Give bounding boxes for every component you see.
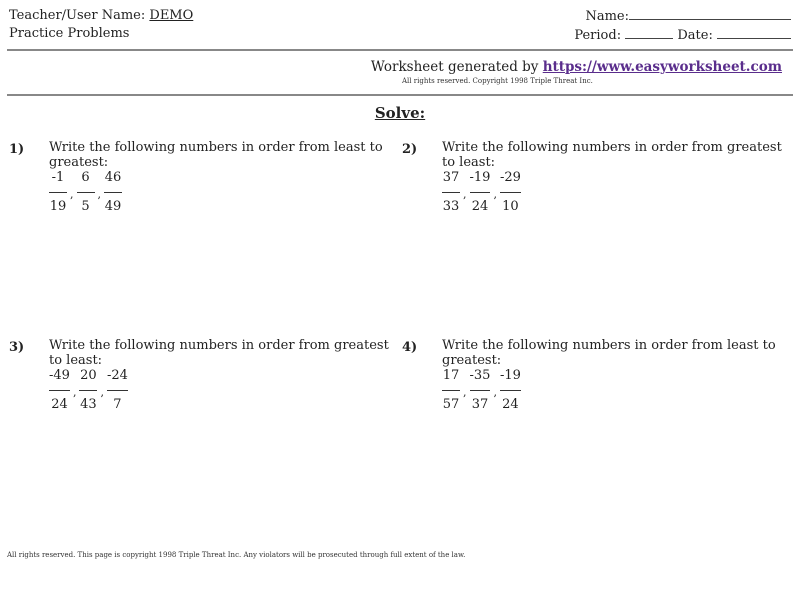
problem-text: Write the following numbers in order from greatest to least: xyxy=(442,140,782,170)
date-label: Date: xyxy=(677,28,713,43)
fraction-bar xyxy=(500,192,521,193)
fraction xyxy=(49,368,70,412)
fraction xyxy=(470,170,491,214)
fraction-bar xyxy=(107,390,128,391)
footer-copyright: All rights reserved. This page is copyright 1998 Triple Threat Inc. Any violators will be prosecuted through full extent of the law. xyxy=(7,551,466,559)
denominator: 33 xyxy=(442,199,460,214)
problem-number: 2) xyxy=(402,142,418,157)
separator: , xyxy=(493,187,497,201)
problem-number: 3) xyxy=(9,340,25,355)
problem-4 xyxy=(442,338,792,412)
fraction xyxy=(104,170,122,214)
fraction xyxy=(470,368,491,412)
fraction xyxy=(442,170,460,214)
problem-number: 1) xyxy=(9,142,25,157)
teacher-name: DEMO xyxy=(149,8,194,23)
period-date-line xyxy=(574,26,791,45)
fraction xyxy=(107,368,128,412)
divider-bottom xyxy=(7,94,793,96)
teacher-label: Teacher/User Name: xyxy=(9,8,146,23)
fraction-bar xyxy=(442,390,460,391)
fraction xyxy=(77,170,95,214)
fraction xyxy=(79,368,97,412)
numerator: 17 xyxy=(442,368,460,383)
denominator: 5 xyxy=(81,199,90,214)
numerator: -49 xyxy=(49,368,70,383)
fraction xyxy=(500,170,521,214)
worksheet-subtitle: Practice Problems xyxy=(9,26,130,41)
fraction-bar xyxy=(470,390,491,391)
fraction-bar xyxy=(442,192,460,193)
numerator: -1 xyxy=(51,170,65,185)
numerator: -29 xyxy=(499,170,521,185)
problem-1 xyxy=(49,140,399,214)
separator: , xyxy=(70,187,74,201)
denominator: 24 xyxy=(502,397,519,412)
numerator: 6 xyxy=(81,170,90,185)
denominator: 57 xyxy=(442,397,460,412)
separator: , xyxy=(493,385,497,399)
fraction xyxy=(500,368,521,412)
fraction-bar xyxy=(77,192,95,193)
generator-prefix: Worksheet generated by xyxy=(370,59,539,75)
separator: , xyxy=(463,187,467,201)
header-left xyxy=(9,7,193,43)
fraction xyxy=(49,170,67,214)
denominator: 24 xyxy=(51,397,68,412)
denominator: 49 xyxy=(104,199,122,214)
date-blank[interactable] xyxy=(717,26,791,39)
section-title: Solve: xyxy=(374,104,426,122)
fraction-bar xyxy=(500,390,521,391)
fraction-list xyxy=(49,170,399,214)
fraction-bar xyxy=(104,192,122,193)
numerator: 20 xyxy=(80,368,97,383)
numerator: -24 xyxy=(106,368,128,383)
numerator: -35 xyxy=(469,368,491,383)
fraction-bar xyxy=(49,390,70,391)
name-blank[interactable] xyxy=(629,7,791,20)
numerator: -19 xyxy=(469,170,491,185)
denominator: 24 xyxy=(471,199,489,214)
period-label: Period: xyxy=(574,28,622,43)
numerator: -19 xyxy=(499,368,521,383)
fraction-list xyxy=(49,368,399,412)
name-label: Name: xyxy=(585,9,629,24)
denominator: 10 xyxy=(502,199,519,214)
header-right xyxy=(574,7,791,45)
fraction xyxy=(442,368,460,412)
divider-top xyxy=(7,49,793,51)
teacher-line xyxy=(9,7,193,25)
name-line xyxy=(574,7,791,26)
easyworksheet-link[interactable]: https://www.easyworksheet.com xyxy=(542,59,782,75)
problem-2 xyxy=(442,140,792,214)
fraction-list xyxy=(442,170,792,214)
denominator: 37 xyxy=(471,397,489,412)
separator: , xyxy=(100,385,104,399)
separator: , xyxy=(97,187,101,201)
fraction-bar xyxy=(49,192,67,193)
separator: , xyxy=(72,385,77,399)
denominator: 7 xyxy=(113,397,122,412)
separator: , xyxy=(463,385,467,399)
generator-copyright: All rights reserved. Copyright 1998 Triple Threat Inc. xyxy=(402,77,593,85)
problem-text: Write the following numbers in order from greatest to least: xyxy=(49,338,389,368)
numerator: 37 xyxy=(442,170,460,185)
generator-line xyxy=(371,59,782,75)
problem-3 xyxy=(49,338,399,412)
denominator: 43 xyxy=(80,397,97,412)
numerator: 46 xyxy=(104,170,122,185)
denominator: 19 xyxy=(49,199,67,214)
fraction-list xyxy=(442,368,792,412)
problem-text: Write the following numbers in order from least to greatest: xyxy=(49,140,383,170)
fraction-bar xyxy=(470,192,491,193)
period-blank[interactable] xyxy=(625,26,673,39)
fraction-bar xyxy=(79,390,97,391)
problem-text: Write the following numbers in order from least to greatest: xyxy=(442,338,776,368)
problem-number: 4) xyxy=(402,340,418,355)
